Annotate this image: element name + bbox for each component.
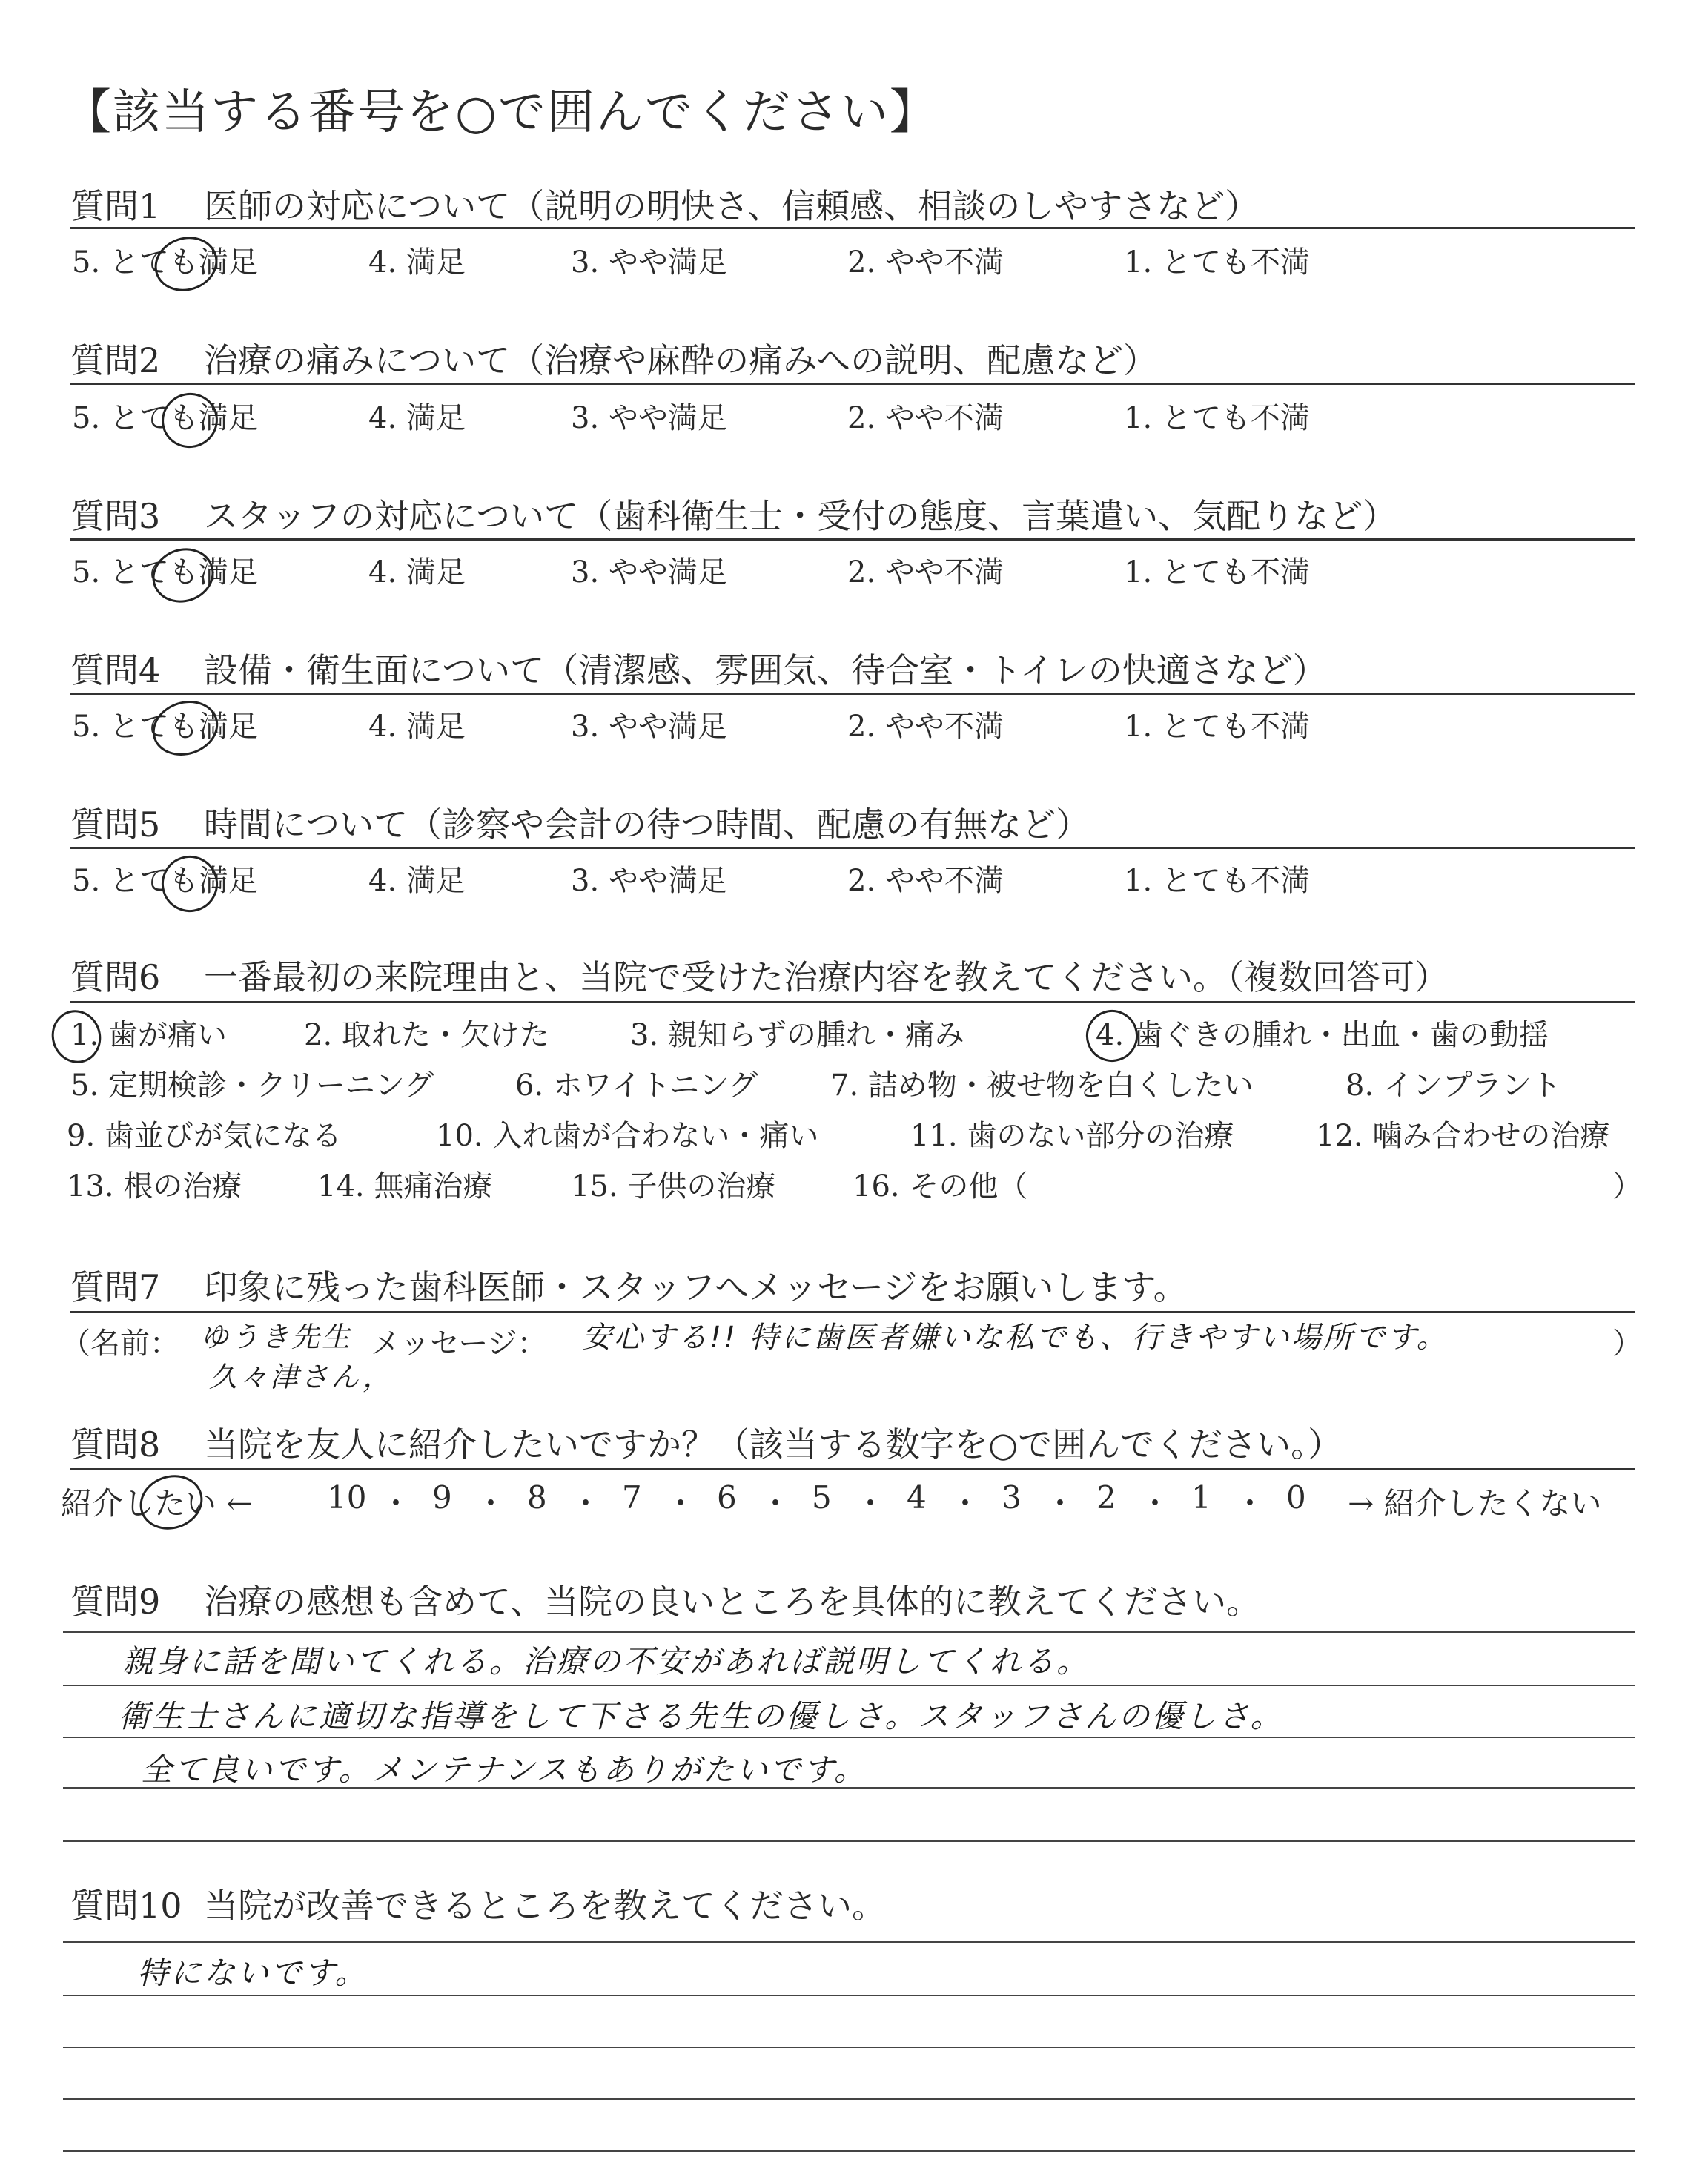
question-5 xyxy=(70,798,1090,847)
question-text: 一番最初の来院理由と、当院で受けた治療内容を教えてください。（複数回答可） xyxy=(204,957,1449,997)
answer-line xyxy=(63,1737,1635,1738)
question-text: 印象に残った歯科医師・スタッフへメッセージをお願いします。 xyxy=(204,1267,1188,1307)
question-8 xyxy=(70,1418,1342,1467)
q8-scale-separator: ・ xyxy=(1139,1485,1171,1522)
q8-scale-number-6[interactable]: 6 xyxy=(717,1479,737,1516)
question-4 xyxy=(70,644,1327,693)
question-label: 質問6 xyxy=(70,957,161,997)
q2-option-3[interactable]: 3. やや満足 xyxy=(571,401,727,435)
q9-answer-line-3[interactable]: 全て良いです。メンテナンスもありがたいです。 xyxy=(141,1751,867,1788)
q2-option-1[interactable]: 1. とても不満 xyxy=(1124,401,1310,435)
q6-option-10[interactable]: 10. 入れ歯が合わない・痛い xyxy=(436,1119,819,1153)
q9-answer-line-2[interactable]: 衛生士さんに適切な指導をして下さる先生の優しさ。スタッフさんの優しさ。 xyxy=(119,1698,1284,1734)
q9-answer-line-1[interactable]: 親身に話を聞いてくれる。治療の不安があれば説明してくれる。 xyxy=(122,1643,1090,1680)
answer-line xyxy=(63,1941,1635,1943)
q6-option-12[interactable]: 12. 噛み合わせの治療 xyxy=(1316,1119,1610,1153)
question-text: 治療の痛みについて（治療や麻酔の痛みへの説明、配慮など） xyxy=(204,340,1158,380)
question-label: 質問8 xyxy=(70,1424,161,1464)
q5-option-3[interactable]: 3. やや満足 xyxy=(571,864,727,898)
q6-option-3[interactable]: 3. 親知らずの腫れ・痛み xyxy=(630,1018,964,1052)
q2-option-2[interactable]: 2. やや不満 xyxy=(847,401,1004,435)
q1-option-5[interactable]: 5. とても満足 xyxy=(72,245,258,280)
answer-line xyxy=(63,1995,1635,1996)
q6-option-1[interactable]: 1. 歯が痛い xyxy=(70,1018,227,1052)
q1-option-1[interactable]: 1. とても不満 xyxy=(1124,245,1310,280)
q4-option-3[interactable]: 3. やや満足 xyxy=(571,710,727,744)
question-label: 質問2 xyxy=(70,340,161,380)
q6-option-4[interactable]: 4. 歯ぐきの腫れ・出血・歯の動揺 xyxy=(1096,1018,1549,1052)
q6-option-6[interactable]: 6. ホワイトニング xyxy=(515,1069,758,1103)
question-label: 質問7 xyxy=(70,1267,161,1307)
question-text: 時間について（診察や会計の待つ時間、配慮の有無など） xyxy=(204,805,1090,845)
q8-left-label: 紹介したい ← xyxy=(61,1485,253,1522)
q8-scale-separator: ・ xyxy=(380,1485,412,1522)
answer-line xyxy=(63,2047,1635,2048)
question-text: 治療の感想も含めて、当院の良いところを具体的に教えてください。 xyxy=(204,1582,1261,1622)
q3-option-3[interactable]: 3. やや満足 xyxy=(571,555,727,589)
question-label: 質問4 xyxy=(70,650,161,690)
divider xyxy=(70,1468,1635,1470)
q8-scale-number-5[interactable]: 5 xyxy=(812,1479,832,1516)
q7-name-handwritten-2[interactable]: 久々津さん， xyxy=(209,1361,394,1393)
question-10 xyxy=(70,1879,886,1928)
q8-scale-separator: ・ xyxy=(665,1485,697,1522)
q6-option-15[interactable]: 15. 子供の治療 xyxy=(571,1169,776,1203)
question-label: 質問10 xyxy=(70,1886,182,1926)
selection-circle xyxy=(133,1467,210,1537)
page-title: 【該当する番号を○で囲んでください】 xyxy=(64,85,939,140)
answer-line xyxy=(63,1631,1635,1633)
q8-scale-number-8[interactable]: 8 xyxy=(527,1479,547,1516)
q6-option-9[interactable]: 9. 歯並びが気になる xyxy=(67,1119,342,1153)
q7-close-paren: ） xyxy=(1612,1327,1642,1361)
q8-scale-separator: ・ xyxy=(760,1485,792,1522)
q2-option-4[interactable]: 4. 満足 xyxy=(368,401,466,435)
q3-option-4[interactable]: 4. 満足 xyxy=(368,555,466,589)
q6-option-2[interactable]: 2. 取れた・欠けた xyxy=(304,1018,549,1052)
q8-scale-separator: ・ xyxy=(1045,1485,1076,1522)
q8-scale-separator: ・ xyxy=(950,1485,982,1522)
q1-option-2[interactable]: 2. やや不満 xyxy=(847,245,1004,280)
q1-option-4[interactable]: 4. 満足 xyxy=(368,245,466,280)
q3-option-1[interactable]: 1. とても不満 xyxy=(1124,555,1310,589)
q6-option-7[interactable]: 7. 詰め物・被せ物を白くしたい xyxy=(830,1069,1254,1103)
question-1 xyxy=(70,179,1259,228)
q8-scale-number-2[interactable]: 2 xyxy=(1096,1479,1116,1516)
question-label: 質問9 xyxy=(70,1582,161,1622)
divider xyxy=(70,847,1635,849)
q2-option-5[interactable]: 5. とても満足 xyxy=(72,401,258,435)
q8-scale-number-3[interactable]: 3 xyxy=(1002,1479,1022,1516)
question-text: 設備・衛生面について（清潔感、雰囲気、待合室・トイレの快適さなど） xyxy=(204,650,1327,690)
question-9 xyxy=(70,1575,1260,1624)
answer-line xyxy=(63,1685,1635,1686)
q10-answer-line-1[interactable]: 特にないです。 xyxy=(137,1955,368,1991)
answer-line xyxy=(63,1840,1635,1842)
question-6 xyxy=(70,951,1449,1000)
question-7 xyxy=(70,1261,1188,1309)
question-label: 質問5 xyxy=(70,805,161,845)
q6-option-16[interactable]: 16. その他（ xyxy=(853,1169,1028,1203)
q3-option-5[interactable]: 5. とても満足 xyxy=(72,555,258,589)
divider xyxy=(70,227,1635,229)
q8-scale-separator: ・ xyxy=(855,1485,887,1522)
q3-option-2[interactable]: 2. やや不満 xyxy=(847,555,1004,589)
q1-option-3[interactable]: 3. やや満足 xyxy=(571,245,727,280)
divider xyxy=(70,538,1635,541)
q7-message-label: メッセージ： xyxy=(371,1327,547,1361)
divider xyxy=(70,383,1635,385)
q5-option-1[interactable]: 1. とても不満 xyxy=(1124,864,1310,898)
question-2 xyxy=(70,334,1157,383)
q8-right-label: → 紹介したくない xyxy=(1348,1485,1602,1522)
question-text: スタッフの対応について（歯科衛生士・受付の態度、言葉遣い、気配りなど） xyxy=(204,496,1397,536)
q8-scale-number-1[interactable]: 1 xyxy=(1191,1479,1211,1516)
q8-scale-separator: ・ xyxy=(475,1485,507,1522)
q7-name-handwritten[interactable]: ゆうき先生 xyxy=(200,1321,353,1353)
q8-scale-separator: ・ xyxy=(570,1485,602,1522)
q7-message-handwritten[interactable]: 安心する!! 特に歯医者嫌いな私でも、行きやすい場所です。 xyxy=(582,1321,1449,1355)
divider xyxy=(70,1311,1635,1313)
q8-scale-number-7[interactable]: 7 xyxy=(622,1479,642,1516)
answer-line xyxy=(63,2098,1635,2100)
q6-option-11[interactable]: 11. 歯のない部分の治療 xyxy=(910,1119,1234,1153)
question-3 xyxy=(70,489,1397,538)
q8-scale-separator: ・ xyxy=(1234,1485,1266,1522)
q6-option-8[interactable]: 8. インプラント xyxy=(1345,1069,1561,1103)
question-text: 当院が改善できるところを教えてください。 xyxy=(204,1886,886,1926)
divider xyxy=(70,693,1635,695)
question-text: 当院を友人に紹介したいですか？（該当する数字を○で囲んでください。） xyxy=(204,1424,1343,1464)
q8-scale-number-10[interactable]: 10 xyxy=(327,1479,367,1516)
q5-option-2[interactable]: 2. やや不満 xyxy=(847,864,1004,898)
question-label: 質問1 xyxy=(70,186,161,226)
q4-option-5[interactable]: 5. とても満足 xyxy=(72,710,258,744)
q6-option-14[interactable]: 14. 無痛治療 xyxy=(317,1169,493,1203)
q6-option-5[interactable]: 5. 定期検診・クリーニング xyxy=(70,1069,434,1103)
divider xyxy=(70,1001,1635,1003)
q8-scale-number-0[interactable]: 0 xyxy=(1286,1479,1306,1516)
question-text: 医師の対応について（説明の明快さ、信頼感、相談のしやすさなど） xyxy=(204,186,1260,226)
q6-other-close-paren: ） xyxy=(1612,1169,1642,1203)
q6-option-13[interactable]: 13. 根の治療 xyxy=(67,1169,242,1203)
q8-scale-number-9[interactable]: 9 xyxy=(432,1479,452,1516)
q8-scale-number-4[interactable]: 4 xyxy=(907,1479,927,1516)
q5-option-5[interactable]: 5. とても満足 xyxy=(72,864,258,898)
q5-option-4[interactable]: 4. 満足 xyxy=(368,864,466,898)
q4-option-2[interactable]: 2. やや不満 xyxy=(847,710,1004,744)
q4-option-1[interactable]: 1. とても不満 xyxy=(1124,710,1310,744)
q7-name-label: （名前： xyxy=(61,1327,179,1361)
question-label: 質問3 xyxy=(70,496,161,536)
q4-option-4[interactable]: 4. 満足 xyxy=(368,710,466,744)
answer-line xyxy=(63,2150,1635,2152)
